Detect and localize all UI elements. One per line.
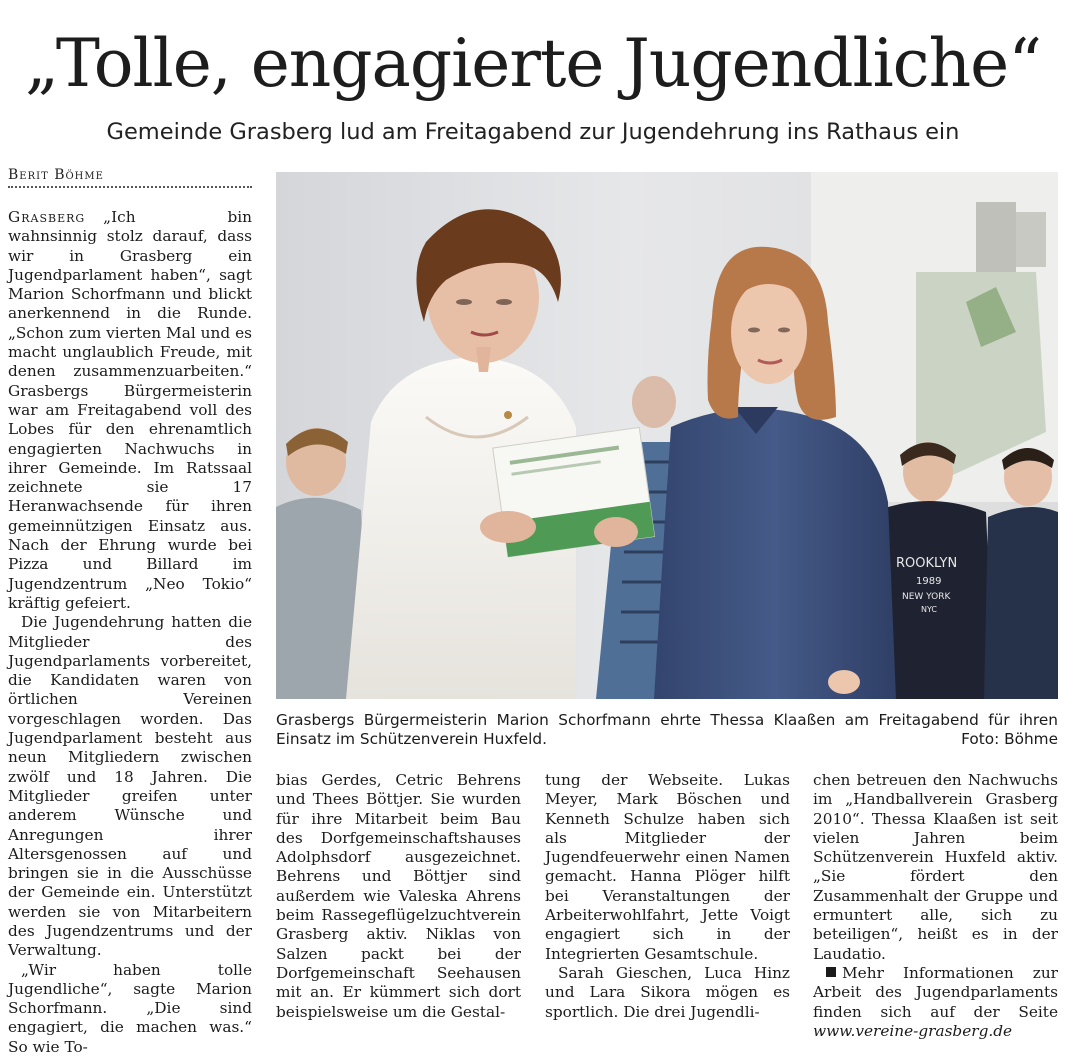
article-column-1: [8, 208, 252, 1057]
paragraph: tung der Webseite. Lukas Meyer, Mark Böschen und Kenneth Schulze haben sich als Mitglieder der Jugendfeuerwehr einen Namen gemacht. Hanna Plöger hilft bei Veranstaltungen der Arbeiterwohlfahrt, Jette Voigt engagiert sich in der Integrierten Gesamtschule.: [545, 771, 790, 963]
photo-credit: Foto: Böhme: [961, 730, 1058, 748]
photo-scene: [276, 172, 1058, 699]
dateline: Grasberg: [8, 208, 86, 226]
paragraph: bias Gerdes, Cetric Behrens und Thees Böttjer. Sie wurden für ihre Mitarbeit beim Bau des Dorfgemeinschaftshauses Adolphsdorf ausgezeichnet. Behrens und Böttjer sind außerdem wie Valeska Ahrens beim Rassegeflügelzuchtverein Grasberg aktiv. Niklas von Salzen packt bei der Dorfgemeinschaft Seehausen mit an. Er kümmert sich dort beispielsweise um die Gestal-: [276, 771, 521, 1021]
paragraph: Die Jugendehrung hatten die Mitglieder des Jugendparlaments vorbereitet, die Kandidaten waren von örtlichen Vereinen vorgeschlagen worden. Das Jugendparlament besteht aus neun Mitgliedern zwischen zwölf und 18 Jahren. Die Mitglieder greifen unter anderem Wünsche und Anregungen ihrer Altersgenossen auf und bringen sie in die Ausschüsse der Gemeinde ein. Unterstützt werden sie von Mitarbeitern des Jugendzentrums und der Verwaltung.: [8, 613, 252, 960]
article-column-2: [276, 771, 521, 1022]
caption-text: Grasbergs Bürgermeisterin Marion Schorfmann ehrte Thessa Klaaßen am Freitagabend für ihren Einsatz im Schützenverein Huxfeld.: [276, 711, 1058, 748]
photo-text: ROOKLYN: [896, 556, 958, 571]
paragraph: Sarah Gieschen, Luca Hinz und Lara Sikora mögen es sportlich. Die drei Jugendli-: [545, 963, 790, 1021]
bullet-square-icon: [826, 967, 836, 977]
article-photo: [276, 172, 1058, 699]
byline: [8, 167, 252, 188]
photo-text: NEW YORK: [902, 592, 951, 602]
info-paragraph: Mehr Informationen zur Arbeit des Jugendparlaments finden sich auf der Seite www.vereine-grasberg.de: [813, 963, 1058, 1040]
paragraph: chen betreuen den Nachwuchs im „Handballverein Grasberg 2010“. Thessa Klaaßen ist seit vielen Jahren beim Schützenverein Huxfeld aktiv. „Sie fördert den Zusammenhalt der Gruppe und ermuntert alle, sich zu beteiligen“, heißt es in der Laudatio.: [813, 771, 1058, 963]
article-column-4: [813, 771, 1058, 1041]
photo-text: NYC: [921, 605, 938, 614]
subheadline: Gemeinde Grasberg lud am Freitagabend zur Jugendehrung ins Rathaus ein: [106, 119, 960, 145]
website-link[interactable]: www.vereine-grasberg.de: [813, 1021, 1013, 1040]
photo-caption: [276, 711, 1058, 749]
paragraph: Grasberg „Ich bin wahnsinnig stolz darauf, dass wir in Grasberg ein Jugendparlament haben“, sagt Marion Schorfmann und blickt anerkennend in die Runde. „Schon zum vierten Mal und es macht unglaublich Freude, mit denen zusammenzuarbeiten.“ Grasbergs Bürgermeisterin war am Freitagabend voll des Lobes für den ehrenamtlich engagierten Nachwuchs in ihrer Gemeinde. Im Ratssaal zeichnete sie 17 Heranwachsende für ihren gemeinnützigen Einsatz aus. Nach der Ehrung wurde bei Pizza und Billard im Jugendzentrum „Neo Tokio“ kräftig gefeiert.: [8, 208, 252, 612]
paragraph: „Wir haben tolle Jugendliche“, sagte Marion Schorfmann. „Die sind engagiert, die machen was.“ So wie To-: [8, 960, 252, 1056]
article-column-3: [545, 771, 790, 1022]
photo-text: 1989: [916, 576, 942, 587]
headline: „Tolle, engagierte Jugendliche“: [25, 25, 1041, 102]
author-name: Berit Böhme: [8, 167, 104, 183]
